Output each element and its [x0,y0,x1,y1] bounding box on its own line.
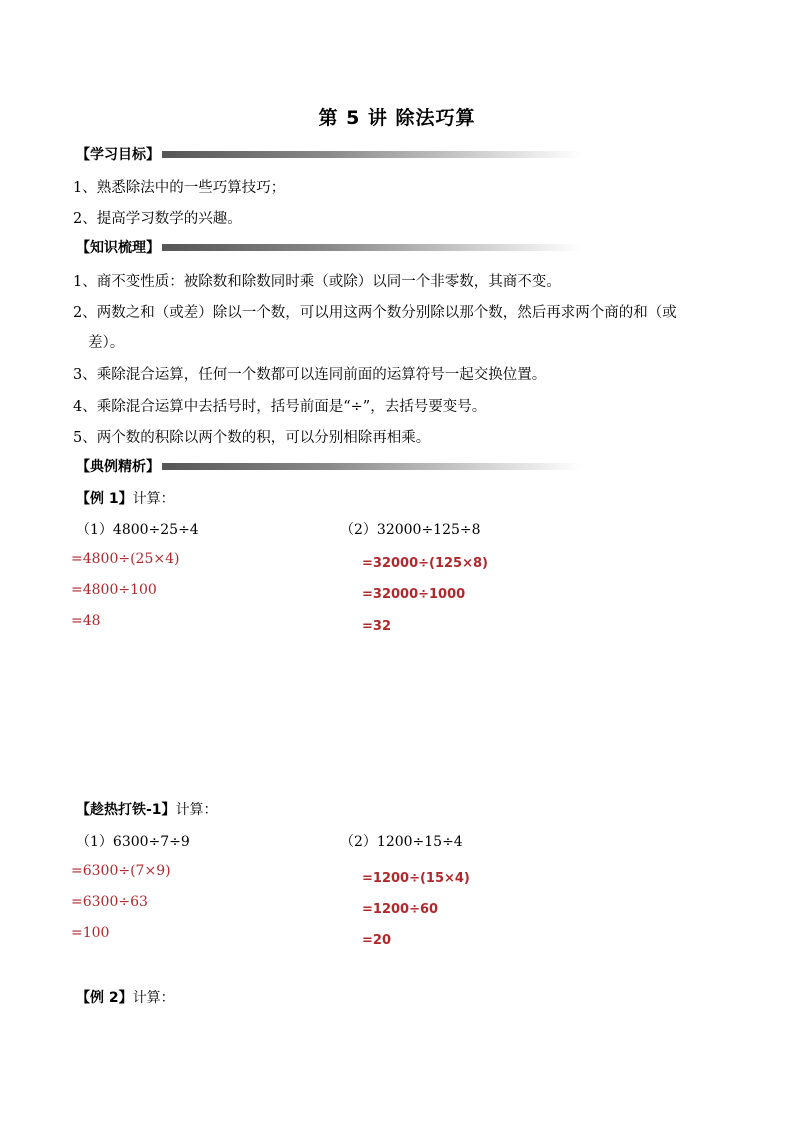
answer-step: =100 [71,925,110,941]
example-2-heading-row [76,987,175,1007]
answer-step: =6300÷(7×9) [71,863,171,879]
answer-step: =48 [71,613,101,629]
answer-step: =1200÷(15×4) [362,871,470,886]
knowledge-item-continued: 差）。 [88,335,125,351]
section-label: 【典例精析】 [76,459,160,475]
answer-step: =32000÷1000 [362,587,466,602]
section-header-knowledge [76,238,582,256]
answer-step: =6300÷63 [71,894,148,910]
section-label: 【学习目标】 [76,147,160,163]
goal-item: 1、熟悉除法中的一些巧算技巧； [73,180,286,196]
answer-step: =32000÷(125×8) [362,556,488,571]
knowledge-item: 4、乘除混合运算中去括号时，括号前面是“÷”，去括号要变号。 [73,399,487,415]
knowledge-item: 2、两数之和（或差）除以一个数，可以用这两个数分别除以那个数，然后再求两个商的和（或 [73,305,677,321]
answer-step: =4800÷100 [71,582,157,598]
example-2-heading: 【例 2】 [76,990,133,1006]
practice-1-heading: 【趁热打铁-1】 [76,802,176,818]
practice-1-prompt: 计算： [175,802,218,818]
answer-step: =20 [362,933,391,948]
example-1-heading: 【例 1】 [76,491,133,507]
example-1-prompt: 计算： [132,491,175,507]
knowledge-item: 1、商不变性质：被除数和除数同时乘（或除）以同一个非零数，其商不变。 [73,274,561,290]
example-2-prompt: 计算： [132,990,175,1006]
knowledge-item: 3、乘除混合运算，任何一个数都可以连同前面的运算符号一起交换位置。 [73,367,547,383]
goal-item: 2、提高学习数学的兴趣。 [73,211,242,227]
answer-step: =1200÷60 [362,902,439,917]
section-divider-bar [162,463,582,470]
example-1-heading-row [76,488,175,508]
section-header-goals [76,145,582,163]
practice-1-heading-row [76,799,218,819]
example-1-question-1: （1）4800÷25÷4 [76,522,199,538]
section-label: 【知识梳理】 [76,240,160,256]
page-title: 第 5 讲 除法巧算 [318,107,476,129]
answer-step: =32 [362,619,391,634]
practice-1-question-2: （2）1200÷15÷4 [340,834,463,850]
practice-1-question-1: （1）6300÷7÷9 [76,834,190,850]
section-divider-bar [162,151,582,158]
answer-step: =4800÷(25×4) [71,551,180,567]
knowledge-item: 5、两个数的积除以两个数的积，可以分别相除再相乘。 [73,430,431,446]
example-1-question-2: （2）32000÷125÷8 [340,522,481,538]
section-header-examples [76,457,582,475]
section-divider-bar [162,244,582,251]
